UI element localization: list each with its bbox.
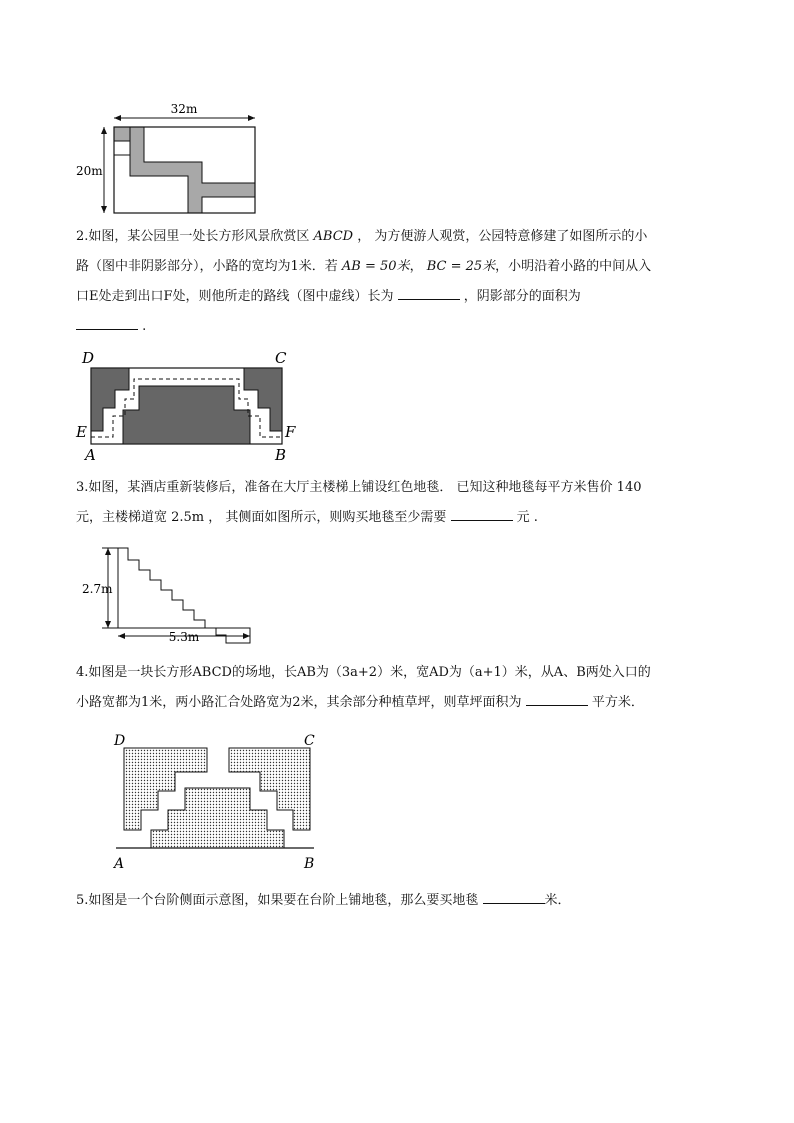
q3-line-1: 3.如图，某酒店重新装修后，准备在大厅主楼梯上铺设红色地毯． 已知这种地毯每平方米售价 140 (76, 480, 642, 495)
fig3-arrowhead (105, 621, 111, 628)
fig4-label-d: D (114, 733, 126, 749)
q2-text: ，阴影部分的面积为 (459, 289, 581, 304)
fig3-height-label: 2.7m (82, 582, 113, 596)
figure-2-scenic-area (74, 346, 304, 464)
q4-text: 小路宽都为1米，两小路汇合处路宽为2米，其余部分种植草坪，则草坪面积为 (76, 695, 526, 710)
q2-text: ， 为方便游人观赏，公园特意修建了如图所示的小 (353, 229, 648, 244)
q2-text: 口E处走到出口F处，则他所走的路线（图中虚线）长为 (76, 289, 398, 304)
fig3-arrowhead (105, 548, 111, 555)
fig2-label-a: A (85, 446, 96, 464)
fig1-width-label: 32m (170, 102, 198, 116)
fig3-width-label: 5.3m (168, 630, 200, 644)
q4-text: 平方米． (587, 695, 644, 710)
fig4-label-b: B (304, 856, 315, 872)
fig2-label-d: D (82, 349, 95, 367)
q4-line-1: 4.如图是一块长方形ABCD的场地，长AB为（3a+2）米，宽AD为（a+1）米，从A、B两处入口的 (76, 665, 651, 680)
q2-text: ，小明沿着小路的中间从入 (495, 259, 652, 274)
fig1-path-shape (130, 127, 255, 213)
fig4-label-c: C (304, 733, 315, 749)
figure-1-park-path (74, 100, 264, 218)
q2-answer-blank-2[interactable] (76, 315, 138, 330)
q4-line-2 (76, 688, 721, 718)
q2-text-abcd: ABCD (313, 229, 354, 244)
q4-answer-blank[interactable] (526, 691, 588, 706)
q5-line-1 (76, 886, 721, 916)
q2-line-1 (76, 222, 721, 252)
fig4-label-a: A (114, 856, 125, 872)
figure-3-staircase (80, 540, 260, 650)
figure-4-lawn (110, 728, 325, 876)
fig1-arrowhead (101, 127, 107, 134)
fig1-arrowhead (248, 115, 255, 121)
fig3-staircase-outline (118, 548, 250, 643)
fig2-label-f: F (285, 423, 296, 441)
fig2-label-e: E (76, 423, 87, 441)
q2-line-4 (76, 312, 721, 342)
q2-answer-blank-1[interactable] (398, 285, 460, 300)
fig2-shaded-center (123, 386, 250, 444)
q2-text-bc: BC = 25米 (426, 259, 496, 274)
q3-text: 元 . (512, 510, 538, 525)
q5-answer-blank[interactable] (483, 889, 545, 904)
q3-line-2 (76, 503, 721, 533)
q5-text: 5.如图是一个台阶侧面示意图，如果要在台阶上铺地毯，那么要买地毯 (76, 893, 483, 908)
fig1-height-label: 20m (76, 164, 103, 178)
question-5 (76, 886, 721, 916)
fig2-label-b: B (275, 446, 287, 464)
question-2 (76, 222, 721, 342)
fig1-arrowhead (101, 206, 107, 213)
q2-line-2 (76, 252, 721, 282)
fig1-arrowhead (114, 115, 121, 121)
q2-text: ， (409, 259, 427, 274)
fig3-arrowhead (118, 633, 125, 639)
q3-text: 元，主楼梯道宽 2.5m ， 其侧面如图所示，则购买地毯至少需要 (76, 510, 451, 525)
fig3-arrowhead (243, 633, 250, 639)
q2-text-ab: AB = 50米 (341, 259, 410, 274)
fig3-step-profile (118, 548, 250, 643)
fig4-lawn-center (151, 788, 284, 848)
q2-text: 路（图中非阴影部分），小路的宽均为1米．若 (76, 259, 342, 274)
q2-text: . (138, 319, 147, 334)
question-3 (76, 473, 721, 533)
q5-text: 米． (544, 893, 571, 908)
q3-answer-blank[interactable] (451, 506, 513, 521)
q2-text: 2.如图，某公园里一处长方形风景欣赏区 (76, 229, 314, 244)
q2-line-3 (76, 282, 721, 312)
question-4 (76, 658, 721, 718)
fig2-label-c: C (275, 349, 287, 367)
